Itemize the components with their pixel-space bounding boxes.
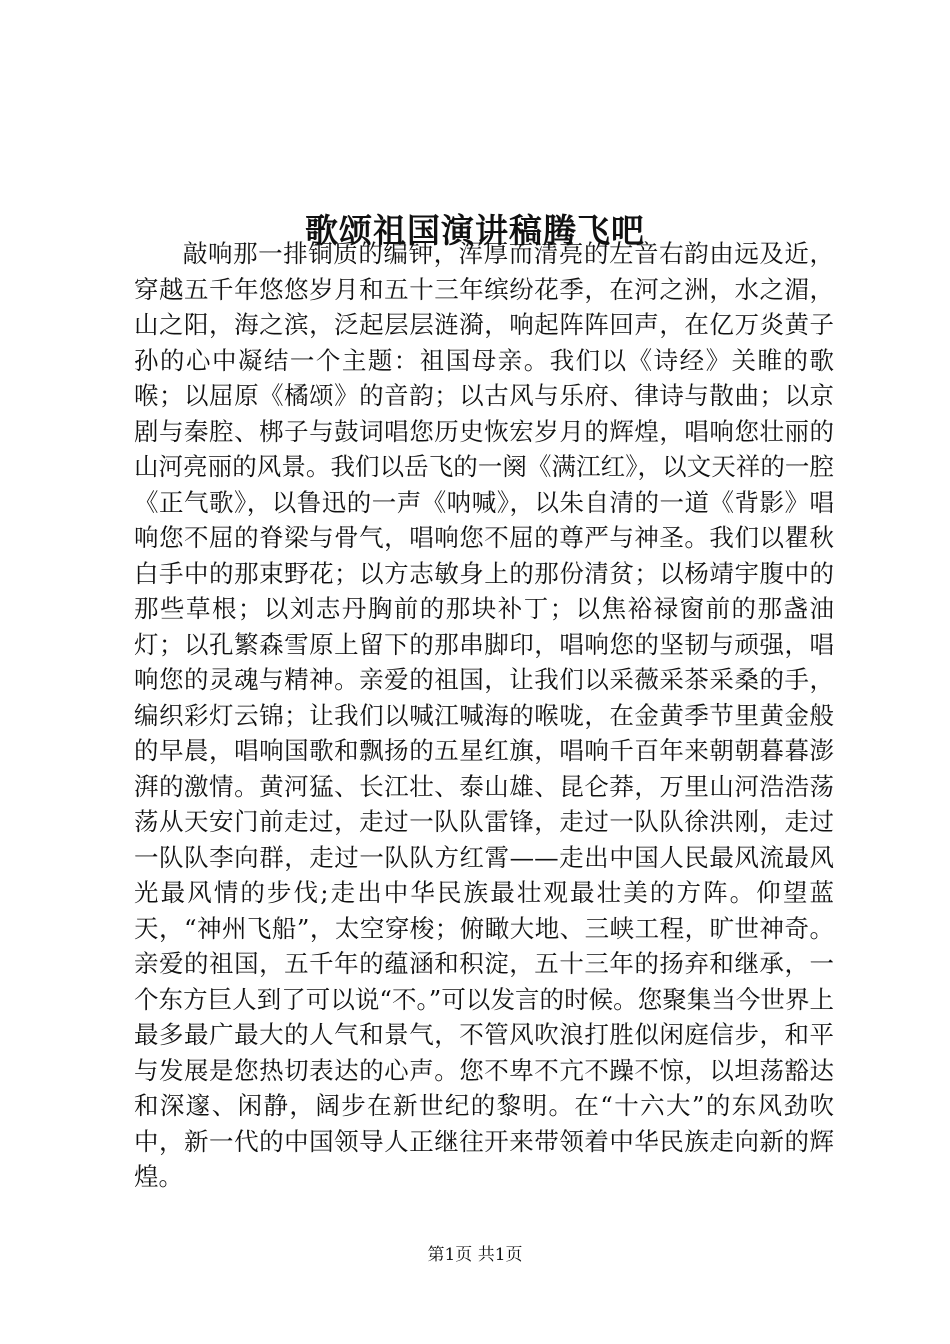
- document-title: 歌颂祖国演讲稿腾飞吧: [305, 211, 645, 251]
- page-footer: 第1页 共1页: [427, 1245, 523, 1265]
- body-paragraph: 敲响那一排铜质的编钟，浑厚而清亮的左音右韵由远及近，穿越五千年悠悠岁月和五十三年缤纷花季，在河之洲，水之湄，山之阳，海之滨，泛起层层涟漪，响起阵阵回声，在亿万炎黄子孙的心中凝结一个主题：祖国母亲。我们以《诗经》关睢的歌喉；以屈原《橘颂》的音韵；以古风与乐府、律诗与散曲；以京剧与秦腔、梆子与鼓词唱您历史恢宏岁月的辉煌，唱响您壮丽的山河亮丽的风景。我们以岳飞的一阕《满江红》，以文天祥的一腔《正气歌》，以鲁迅的一声《呐喊》，以朱自清的一道《背影》唱响您不屈的脊梁与骨气，唱响您不屈的尊严与神圣。我们以瞿秋白手中的那束野花；以方志敏身上的那份清贫；以杨靖宇腹中的那些草根；以刘志丹胸前的那块补丁；以焦裕禄窗前的那盏油灯；以孔繁森雪原上留下的那串脚印，唱响您的坚韧与顽强，唱响您的灵魂与精神。亲爱的祖国，让我们以采薇采茶采桑的手，编织彩灯云锦；让我们以喊江喊海的喉咙，在金黄季节里黄金般的早晨，唱响国歌和飘扬的五星红旗，唱响千百年来朝朝暮暮澎湃的激情。黄河猛、长江壮、泰山雄、昆仑莽，万里山河浩浩荡荡从天安门前走过，走过一队队雷锋，走过一队队徐洪刚，走过一队队李向群，走过一队队方红霄——走出中国人民最风流最风光最风情的步伐;走出中华民族最壮观最壮美的方阵。仰望蓝天，“神州飞船”，太空穿梭；俯瞰大地、三峡工程，旷世神奇。亲爱的祖国，五千年的蕴涵和积淀，五十三年的扬弃和继承，一个东方巨人到了可以说“不。”可以发言的时候。您聚集当今世界上最多最广最大的人气和景气，不管风吹浪打胜似闲庭信步，和平与发展是您热切表达的心声。您不卑不亢不躁不惊，以坦荡豁达和深邃、闲静，阔步在新世纪的黎明。在“十六大”的东风劲吹中，新一代的中国领导人正继往开来带领着中华民族走向新的辉煌。: [134, 239, 834, 1191]
